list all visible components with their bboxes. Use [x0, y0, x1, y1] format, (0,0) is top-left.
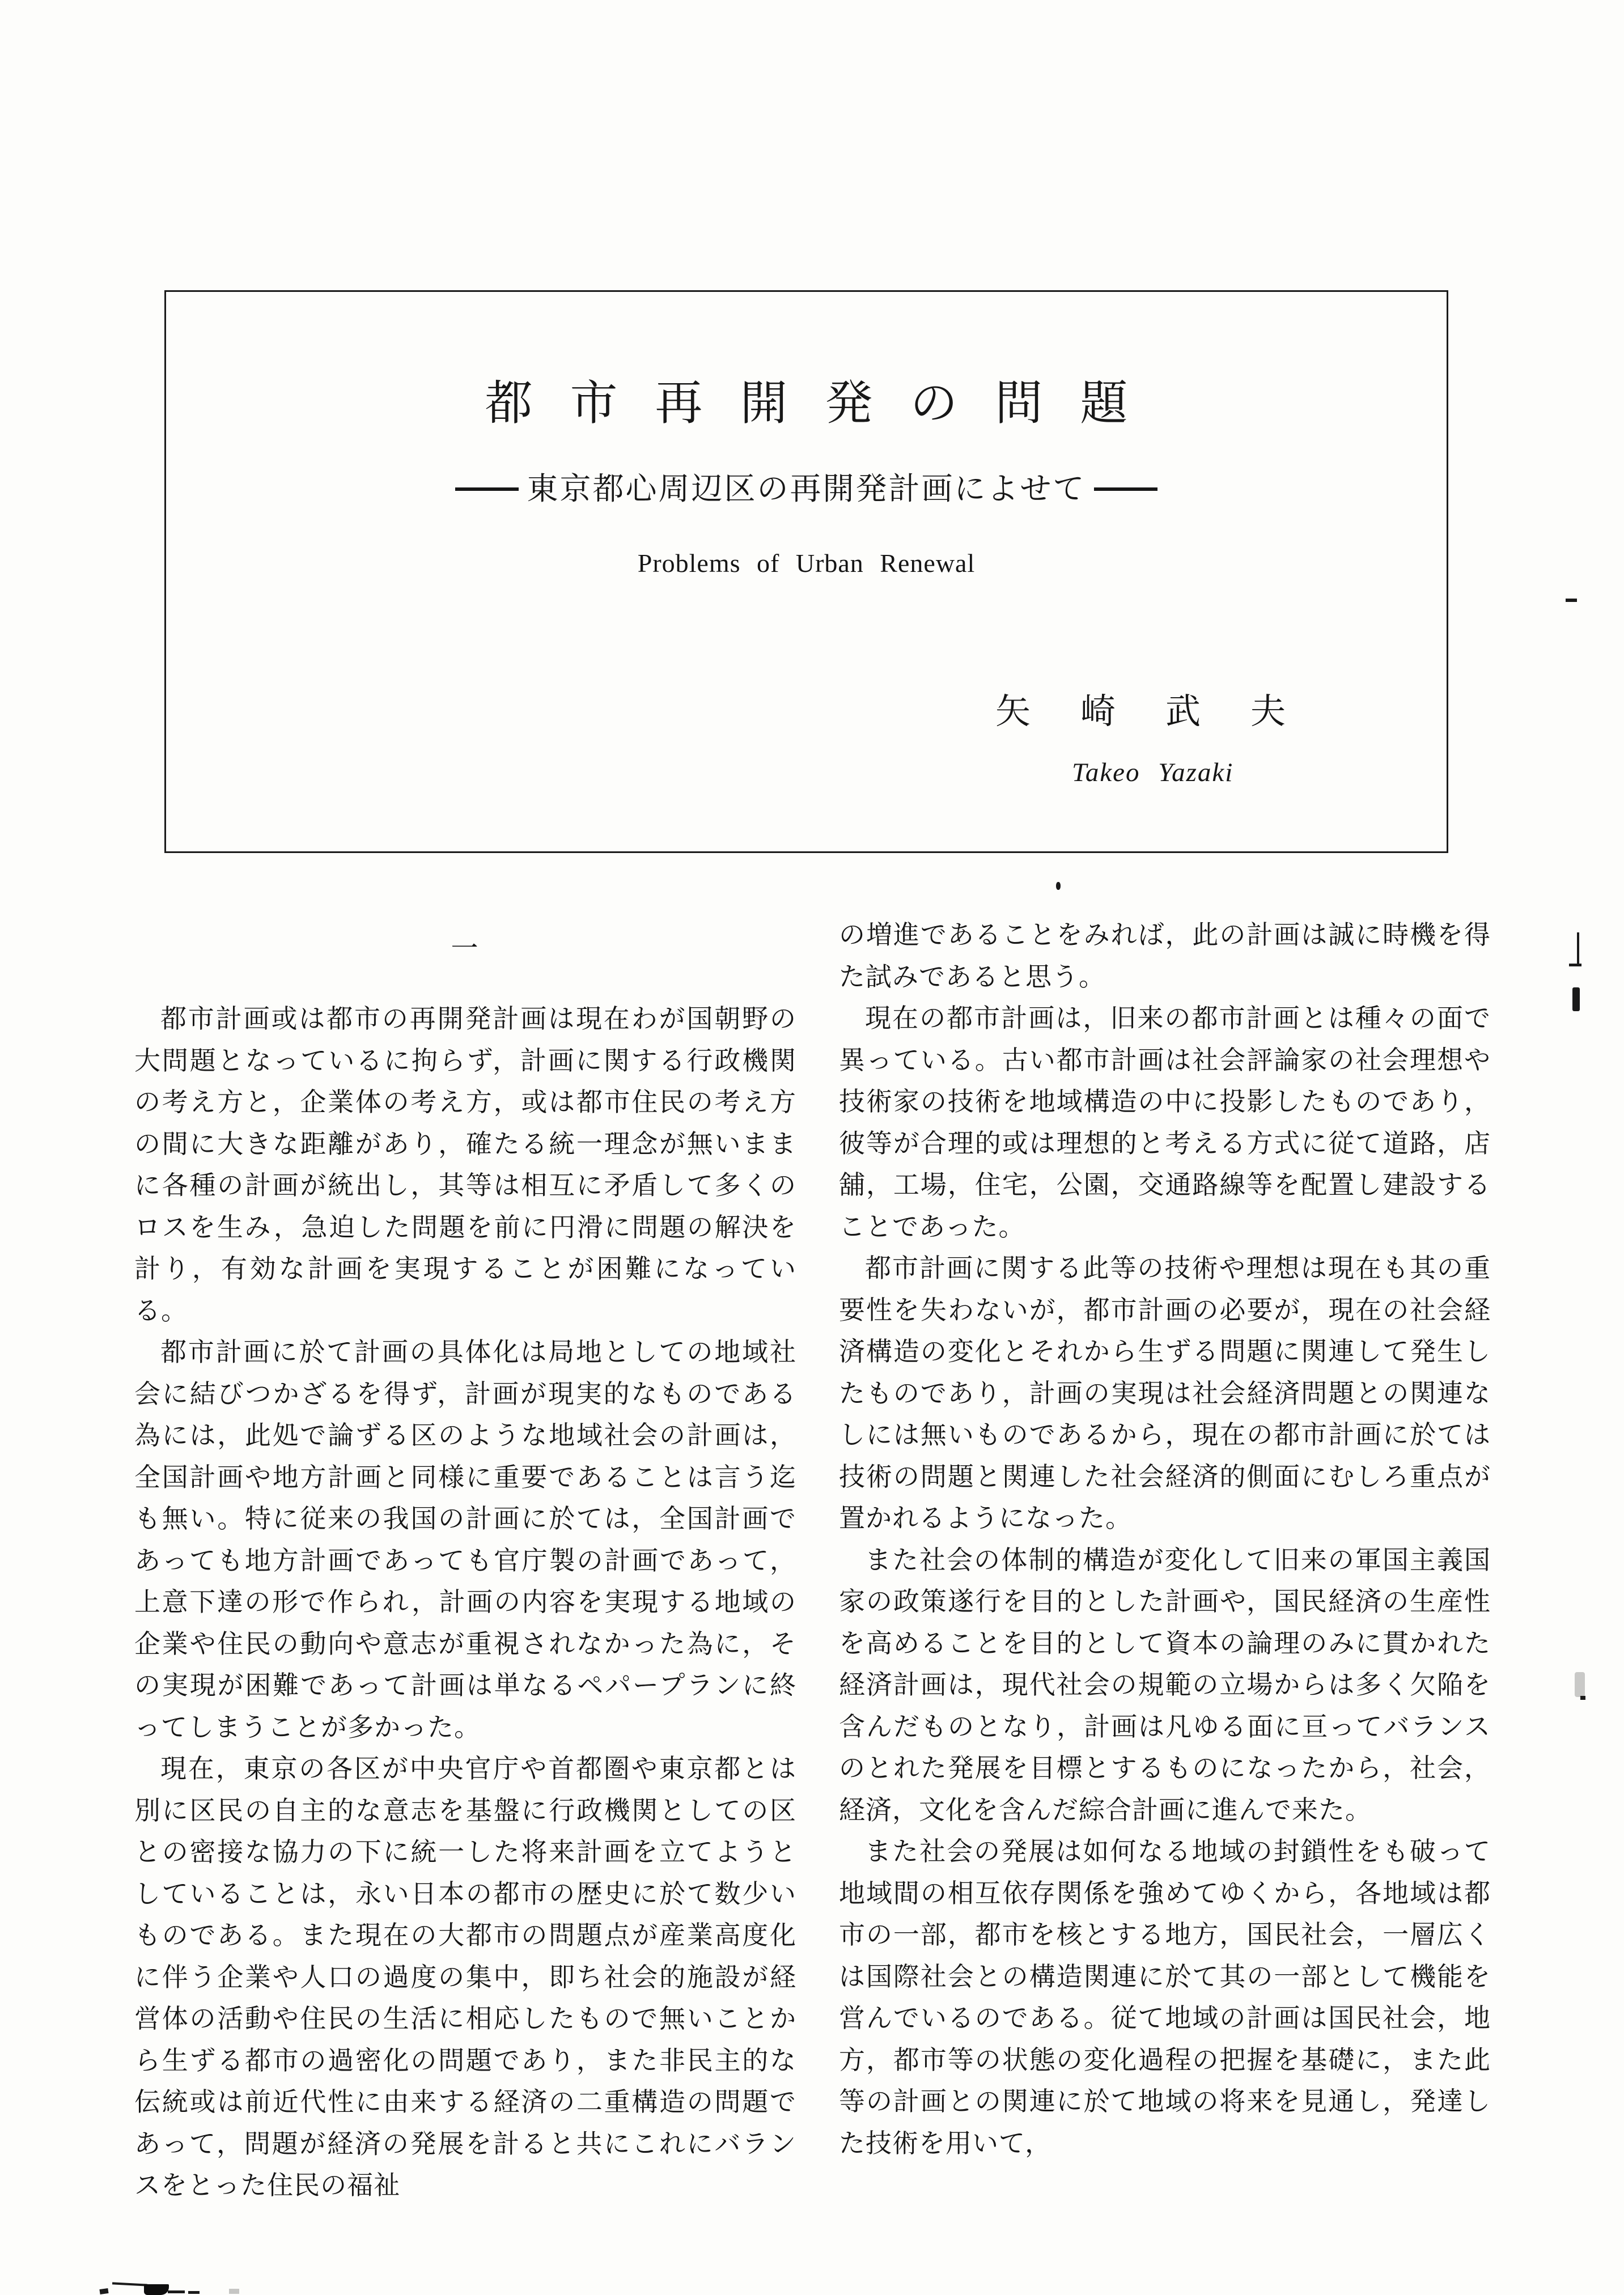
subtitle-left-dash: [455, 487, 519, 491]
scan-artifact-bottom-ink: [229, 2289, 239, 2294]
scan-artifact-bottom-ink: [168, 2290, 185, 2293]
scan-artifact-margin-dash: [1566, 599, 1577, 602]
paragraph: また社会の体制的構造が変化して旧来の軍国主義国家の政策遂行を目的とした計画や，国民経済の生産性を高めることを目的として資本の論理のみに貫かれた経済計画は，現代社会の規範の立場からは多く欠陥を含んだものとなり，計画は凡ゆる面に亘ってバランスのとれた発展を目標とするものになったから，社会，経済，文化を含んだ綜合計画に進んで来た。: [839, 1545, 1491, 1825]
subtitle-right-dash: [1094, 487, 1157, 491]
article-subtitle-text: 東京都心周辺区の再開発計画によせて: [527, 472, 1086, 506]
scan-artifact-bottom-ink: [112, 2282, 147, 2286]
scan-artifact-dot: [1056, 882, 1061, 890]
paragraph: 現在の都市計画は，旧来の都市計画とは種々の面で異っている。古い都市計画は社会評論家の社会理想や技術家の技術を地域構造の中に投影したものであり，彼等が合理的或は理想的と考える方式に従て道路，店舖，工場，住宅，公園，交通路線等を配置し建設することであった。: [839, 1004, 1491, 1241]
scan-artifact-smudge-tick: [1580, 1696, 1585, 1700]
scan-artifact-bottom-ink: [188, 2291, 200, 2294]
author-name-japanese: 矢崎武夫: [995, 693, 1336, 731]
scan-artifact-bottom-ink: [99, 2288, 108, 2294]
scan-artifact-margin-blob: [1572, 987, 1580, 1011]
paragraph: また社会の発展は如何なる地域の封鎖性をも破って地域間の相互依存関係を強めてゆくから，各地域は都市の一部，都市を核とする地方，国民社会，一層広くは国際社会との構造関連に於て其の一部として機能を営んでいるのである。従て地域の計画は国民社会，地方，都市等の状態の変化過程の把握を基礎に，また此等の計画との関連に於て地域の将来を見通し，発達した技術を用いて，: [839, 1837, 1491, 2158]
article-subtitle: [166, 471, 1447, 507]
paragraph: 都市計画に於て計画の具体化は局地としての地域社会に結びつかざるを得ず，計画が現実的なものである為には，此処で論ずる区のような地域社会の計画は，全国計画や地方計画と同様に重要であることは言う迄も無い。特に従来の我国の計画に於ては，全国計画であっても地方計画であっても官庁製の計画であって，上意下達の形で作られ，計画の内容を実現する地域の企業や住民の動向や意志が重視されなかった為に，その実現が困難であって計画は単なるペパープランに終ってしまうことが多かった。: [134, 1338, 797, 1742]
article-title: 都市再開発の問題: [485, 377, 1165, 430]
paragraph: 都市計画に関する此等の技術や理想は現在も其の重要性を失わないが，都市計画の必要が，現在の社会経済構造の変化とそれから生ずる問題に関連して発生したものであり，計画の実現は社会経済問題との関連なしには無いものであるから，現在の都市計画に於ては技術の問題と関連した社会経済的側面にむしろ重点が置かれるようになった。: [839, 1254, 1491, 1533]
scan-artifact-faint-smudge: [1575, 1672, 1585, 1697]
paragraph: の増進であることをみれば，此の計画は誠に時機を得た試みであると思う。: [839, 920, 1491, 991]
scan-artifact-margin-line: [1577, 932, 1579, 965]
paragraph: 都市計画或は都市の再開発計画は現在わが国朝野の大問題となっているに拘らず，計画に関する行政機関の考え方と，企業体の考え方，或は都市住民の考え方の間に大きな距離があり，確たる統一理念が無いままに各種の計画が統出し，其等は相互に矛盾して多くのロスを生み，急迫した問題を前に円滑に問題の解決を計り，有効な計画を実現することが困難になっている。: [134, 1004, 797, 1325]
scan-artifact-margin-cross: [1569, 964, 1581, 966]
article-title-english: Problems of Urban Renewal: [637, 549, 976, 578]
title-box: [164, 290, 1448, 853]
paragraph: 現在，東京の各区が中央官庁や首都圏や東京都とは別に区民の自主的な意志を基盤に行政機関としての区との密接な協力の下に統一した将来計画を立てようとしていることは，永い日本の都市の歴史に於て数少いものである。また現在の大都市の問題点が産業高度化に伴う企業や人口の過度の集中，即ち社会的施設が経営体の活動や住民の生活に相応したもので無いことから生ずる都市の過密化の問題であり，また非民主的な伝統或は前近代性に由来する経済の二重構造の問題であって，問題が経済の発展を計ると共にこれにバランスをとった住民の福祉: [134, 1754, 797, 2200]
author-name-romanized: Takeo Yazaki: [1072, 758, 1234, 787]
body-text-right-column: [839, 914, 1491, 2164]
scan-artifact-bottom-ink: [144, 2284, 169, 2295]
body-text-left-column: [134, 998, 796, 2207]
section-number-heading: 一: [451, 934, 478, 964]
